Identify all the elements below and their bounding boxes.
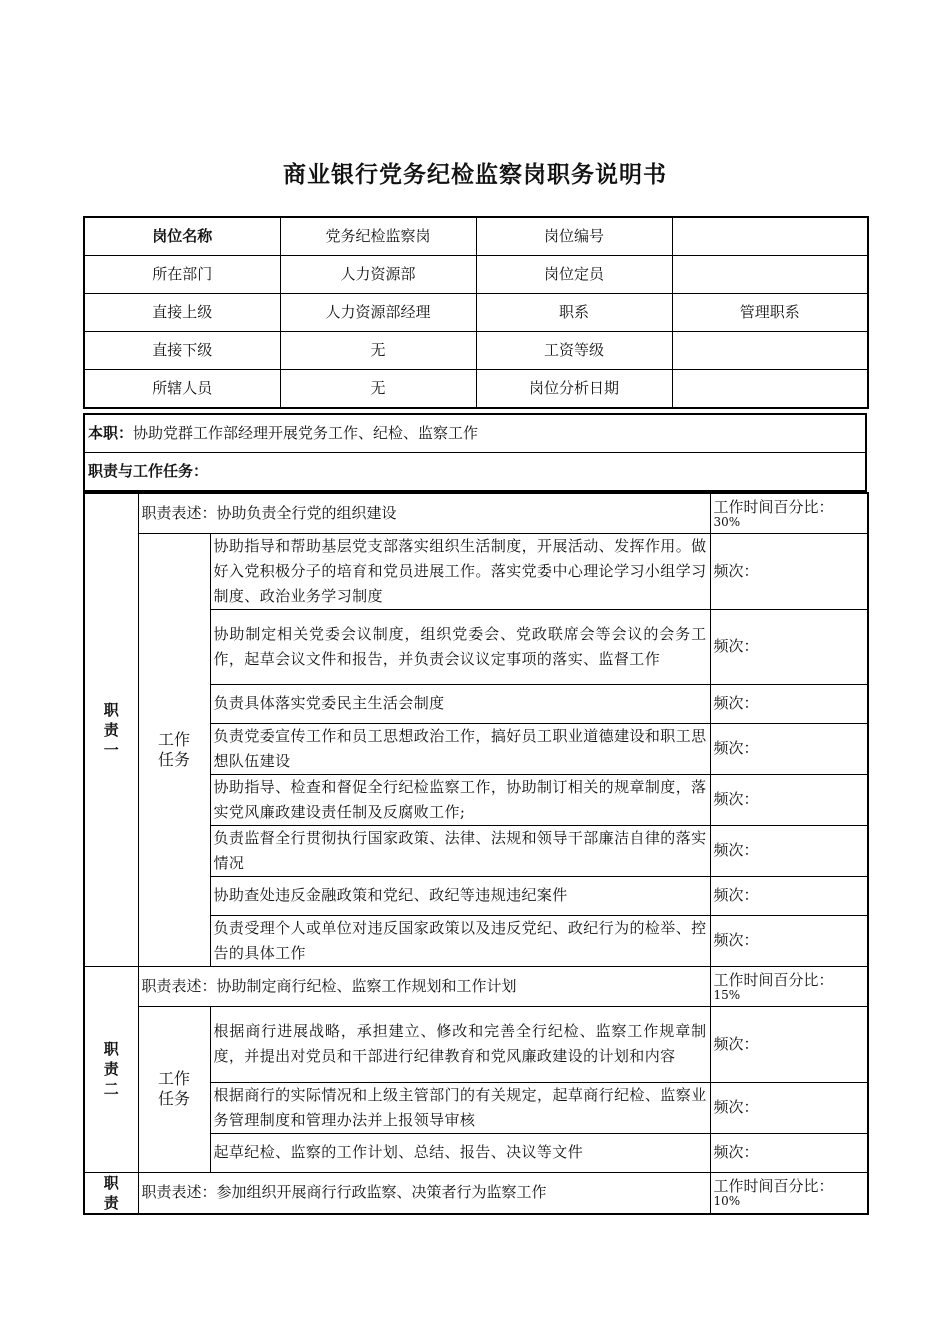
value-cell — [672, 332, 868, 370]
task-text: 负责具体落实党委民主生活会制度 — [210, 684, 710, 723]
summary-table — [83, 413, 867, 492]
time-percent-value: 15% — [713, 987, 741, 1002]
frequency-cell: 频次： — [710, 533, 868, 609]
duty-desc: 职责表述：协助制定商行纪检、监察工作规划和工作计划 — [138, 966, 710, 1006]
task-text: 协助查处违反金融政策和党纪、政纪等违规违纪案件 — [210, 876, 710, 915]
frequency-cell: 频次： — [710, 1082, 868, 1133]
value-cell — [672, 256, 868, 294]
frequency-cell: 频次： — [710, 609, 868, 684]
value-cell: 人力资源部 — [280, 256, 476, 294]
time-percent-label: 工作时间百分比： — [713, 1177, 834, 1195]
frequency-cell: 频次： — [710, 774, 868, 825]
duties-heading: 职责与工作任务： — [84, 453, 866, 492]
time-percent-value: 30% — [713, 514, 741, 529]
label-cell: 岗位名称 — [84, 217, 280, 256]
task-text: 负责受理个人或单位对违反国家政策以及违反党纪、政纪行为的检举、控告的具体工作 — [210, 915, 710, 966]
task-group-label: 工作 任务 — [138, 1006, 210, 1172]
frequency-cell: 频次： — [710, 1133, 868, 1172]
task-row — [84, 1006, 868, 1082]
time-percent-cell — [710, 1172, 868, 1214]
value-cell — [672, 217, 868, 256]
time-percent-label: 工作时间百分比： — [713, 497, 834, 516]
table-row — [84, 370, 868, 409]
duty-desc-row — [84, 1172, 868, 1214]
label-cell: 直接下级 — [84, 332, 280, 370]
label-cell: 岗位定员 — [476, 256, 672, 294]
task-text: 负责党委宣传工作和员工思想政治工作，搞好员工职业道德建设和职工思想队伍建设 — [210, 723, 710, 774]
value-cell: 管理职系 — [672, 294, 868, 332]
label-cell: 工资等级 — [476, 332, 672, 370]
time-percent-cell — [710, 493, 868, 533]
task-text: 根据商行的实际情况和上级主管部门的有关规定，起草商行纪检、监察业务管理制度和管理办法并上报领导审核 — [210, 1082, 710, 1133]
label-cell: 所辖人员 — [84, 370, 280, 409]
label-cell: 所在部门 — [84, 256, 280, 294]
duty-label: 职 责 — [84, 1172, 138, 1214]
label-cell: 直接上级 — [84, 294, 280, 332]
time-percent-cell — [710, 966, 868, 1006]
task-group-label: 工作 任务 — [138, 533, 210, 966]
label-cell: 职系 — [476, 294, 672, 332]
page-title: 商业银行党务纪检监察岗职务说明书 — [283, 162, 667, 188]
task-text: 起草纪检、监察的工作计划、总结、报告、决议等文件 — [210, 1133, 710, 1172]
table-row — [84, 294, 868, 332]
value-cell — [672, 370, 868, 409]
duty-label: 职 责 二 — [84, 966, 138, 1172]
label-cell: 岗位分析日期 — [476, 370, 672, 409]
duties-table — [83, 492, 869, 1215]
benzhi-row — [84, 414, 866, 453]
duty-desc: 职责表述：参加组织开展商行行政监察、决策者行为监察工作 — [138, 1172, 710, 1214]
table-row — [84, 256, 868, 294]
basic-info-table — [83, 216, 869, 409]
value-cell: 无 — [280, 370, 476, 409]
task-text: 协助指导和帮助基层党支部落实组织生活制度，开展活动、发挥作用。做好入党积极分子的培育和党员进展工作。落实党委中心理论学习小组学习制度、政治业务学习制度 — [210, 533, 710, 609]
time-percent-value: 10% — [713, 1194, 741, 1208]
time-percent-label: 工作时间百分比： — [713, 970, 834, 989]
table-row — [84, 332, 868, 370]
frequency-cell: 频次： — [710, 915, 868, 966]
task-text: 协助指导、检查和督促全行纪检监察工作，协助制订相关的规章制度，落实党风廉政建设责任制及反腐败工作; — [210, 774, 710, 825]
task-text: 协助制定相关党委会议制度，组织党委会、党政联席会等会议的会务工作，起草会议文件和报告，并负责会议议定事项的落实、监督工作 — [210, 609, 710, 684]
benzhi-text: 协助党群工作部经理开展党务工作、纪检、监察工作 — [133, 424, 479, 442]
benzhi-label: 本职： — [88, 424, 134, 442]
benzhi-cell — [84, 414, 866, 453]
value-cell: 党务纪检监察岗 — [280, 217, 476, 256]
task-row — [84, 533, 868, 609]
task-text: 根据商行进展战略，承担建立、修改和完善全行纪检、监察工作规章制度，并提出对党员和干部进行纪律教育和党风廉政建设的计划和内容 — [210, 1006, 710, 1082]
frequency-cell: 频次： — [710, 684, 868, 723]
task-text: 负责监督全行贯彻执行国家政策、法律、法规和领导干部廉洁自律的落实情况 — [210, 825, 710, 876]
duties-heading-row — [84, 453, 866, 492]
duty-label: 职 责 一 — [84, 493, 138, 966]
duty-desc: 职责表述：协助负责全行党的组织建设 — [138, 493, 710, 533]
frequency-cell: 频次： — [710, 825, 868, 876]
duty-desc-row — [84, 493, 868, 533]
value-cell: 无 — [280, 332, 476, 370]
frequency-cell: 频次： — [710, 876, 868, 915]
frequency-cell: 频次： — [710, 1006, 868, 1082]
duty-desc-row — [84, 966, 868, 1006]
frequency-cell: 频次： — [710, 723, 868, 774]
value-cell: 人力资源部经理 — [280, 294, 476, 332]
label-cell: 岗位编号 — [476, 217, 672, 256]
table-row — [84, 217, 868, 256]
